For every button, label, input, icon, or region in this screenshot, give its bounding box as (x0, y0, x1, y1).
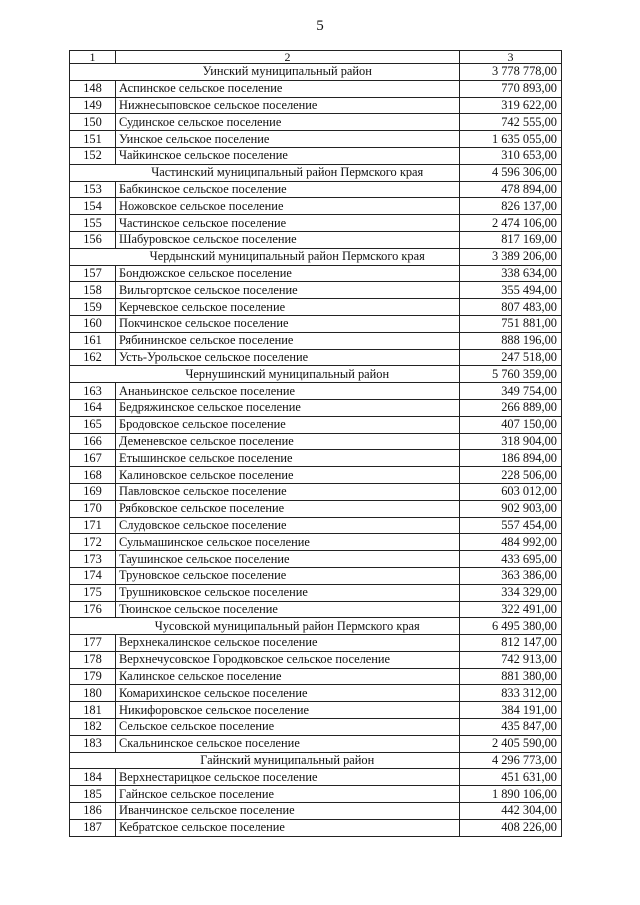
district-name: Уинский муниципальный район (116, 64, 460, 81)
district-row (70, 164, 562, 181)
settlement-name: Калинское сельское поселение (116, 668, 460, 685)
row-number: 184 (70, 769, 116, 786)
table-row (70, 567, 562, 584)
table-row (70, 584, 562, 601)
table-row (70, 265, 562, 282)
settlement-amount: 442 304,00 (460, 803, 562, 820)
district-amount: 4 296 773,00 (460, 752, 562, 769)
row-number: 163 (70, 383, 116, 400)
settlement-name: Верхнечусовское Городковское сельское поселение (116, 651, 460, 668)
column-header-row (70, 51, 562, 64)
row-number: 178 (70, 651, 116, 668)
table-row (70, 215, 562, 232)
budget-allocation-table (69, 50, 562, 837)
row-number: 185 (70, 786, 116, 803)
settlement-name: Нижнесыповское сельское поселение (116, 97, 460, 114)
row-number: 156 (70, 231, 116, 248)
settlement-name: Скальнинское сельское поселение (116, 735, 460, 752)
settlement-name: Рябининское сельское поселение (116, 332, 460, 349)
row-number: 154 (70, 198, 116, 215)
table-row (70, 483, 562, 500)
settlement-amount: 310 653,00 (460, 147, 562, 164)
column-header-1: 1 (70, 51, 116, 64)
row-number: 174 (70, 567, 116, 584)
row-number: 162 (70, 349, 116, 366)
table-row (70, 500, 562, 517)
settlement-amount: 338 634,00 (460, 265, 562, 282)
settlement-amount: 322 491,00 (460, 601, 562, 618)
settlement-name: Слудовское сельское поселение (116, 517, 460, 534)
district-name: Частинский муниципальный район Пермского края (116, 164, 460, 181)
table-row (70, 819, 562, 836)
row-number: 159 (70, 299, 116, 316)
settlement-name: Сельское сельское поселение (116, 719, 460, 736)
table-row (70, 349, 562, 366)
row-number: 166 (70, 433, 116, 450)
settlement-name: Павловское сельское поселение (116, 483, 460, 500)
settlement-amount: 817 169,00 (460, 231, 562, 248)
settlement-amount: 384 191,00 (460, 702, 562, 719)
district-row (70, 752, 562, 769)
settlement-amount: 408 226,00 (460, 819, 562, 836)
table-row (70, 114, 562, 131)
row-number: 155 (70, 215, 116, 232)
column-header-3: 3 (460, 51, 562, 64)
district-amount: 3 389 206,00 (460, 248, 562, 265)
district-amount: 5 760 359,00 (460, 366, 562, 383)
settlement-name: Ананьинское сельское поселение (116, 383, 460, 400)
table-row (70, 551, 562, 568)
settlement-amount: 407 150,00 (460, 416, 562, 433)
district-amount: 4 596 306,00 (460, 164, 562, 181)
settlement-name: Тюинское сельское поселение (116, 601, 460, 618)
row-number: 172 (70, 534, 116, 551)
table-row (70, 769, 562, 786)
district-name: Чернушинский муниципальный район (116, 366, 460, 383)
page-number: 5 (316, 18, 324, 34)
row-number: 177 (70, 635, 116, 652)
settlement-name: Частинское сельское поселение (116, 215, 460, 232)
table-row (70, 231, 562, 248)
row-number: 179 (70, 668, 116, 685)
district-name: Чердынский муниципальный район Пермского края (116, 248, 460, 265)
settlement-name: Уинское сельское поселение (116, 131, 460, 148)
table-row (70, 131, 562, 148)
row-number: 168 (70, 467, 116, 484)
settlement-amount: 247 518,00 (460, 349, 562, 366)
settlement-amount: 355 494,00 (460, 282, 562, 299)
row-number: 165 (70, 416, 116, 433)
row-number: 161 (70, 332, 116, 349)
settlement-amount: 603 012,00 (460, 483, 562, 500)
settlement-name: Комарихинское сельское поселение (116, 685, 460, 702)
table-row (70, 467, 562, 484)
settlement-name: Трушниковское сельское поселение (116, 584, 460, 601)
table-row (70, 416, 562, 433)
settlement-amount: 318 904,00 (460, 433, 562, 450)
row-number (70, 752, 116, 769)
table-row (70, 181, 562, 198)
row-number: 167 (70, 450, 116, 467)
row-number (70, 64, 116, 81)
settlement-amount: 826 137,00 (460, 198, 562, 215)
settlement-name: Бродовское сельское поселение (116, 416, 460, 433)
settlement-amount: 881 380,00 (460, 668, 562, 685)
settlement-amount: 557 454,00 (460, 517, 562, 534)
row-number: 152 (70, 147, 116, 164)
settlement-amount: 1 635 055,00 (460, 131, 562, 148)
settlement-name: Труновское сельское поселение (116, 567, 460, 584)
settlement-name: Таушинское сельское поселение (116, 551, 460, 568)
settlement-amount: 751 881,00 (460, 315, 562, 332)
settlement-amount: 742 555,00 (460, 114, 562, 131)
row-number: 186 (70, 803, 116, 820)
settlement-name: Рябковское сельское поселение (116, 500, 460, 517)
settlement-name: Вильгортское сельское поселение (116, 282, 460, 299)
settlement-name: Деменевское сельское поселение (116, 433, 460, 450)
table-row (70, 702, 562, 719)
settlement-amount: 833 312,00 (460, 685, 562, 702)
row-number: 164 (70, 399, 116, 416)
table-row (70, 399, 562, 416)
row-number: 182 (70, 719, 116, 736)
row-number: 169 (70, 483, 116, 500)
table-row (70, 383, 562, 400)
settlement-name: Гайнское сельское поселение (116, 786, 460, 803)
row-number (70, 248, 116, 265)
table-row (70, 668, 562, 685)
settlement-amount: 2 474 106,00 (460, 215, 562, 232)
table-row (70, 299, 562, 316)
row-number: 158 (70, 282, 116, 299)
settlement-name: Калиновское сельское поселение (116, 467, 460, 484)
settlement-amount: 266 889,00 (460, 399, 562, 416)
settlement-amount: 812 147,00 (460, 635, 562, 652)
row-number: 160 (70, 315, 116, 332)
district-amount: 6 495 380,00 (460, 618, 562, 635)
row-number: 171 (70, 517, 116, 534)
table-row (70, 786, 562, 803)
settlement-name: Бабкинское сельское поселение (116, 181, 460, 198)
settlement-name: Сульмашинское сельское поселение (116, 534, 460, 551)
settlement-name: Покчинское сельское поселение (116, 315, 460, 332)
table-row (70, 651, 562, 668)
table-row (70, 735, 562, 752)
row-number: 170 (70, 500, 116, 517)
settlement-name: Бондюжское сельское поселение (116, 265, 460, 282)
settlement-amount: 478 894,00 (460, 181, 562, 198)
district-amount: 3 778 778,00 (460, 64, 562, 81)
settlement-name: Етышинское сельское поселение (116, 450, 460, 467)
row-number: 183 (70, 735, 116, 752)
row-number (70, 164, 116, 181)
settlement-name: Бедряжинское сельское поселение (116, 399, 460, 416)
settlement-name: Верхнестарицкое сельское поселение (116, 769, 460, 786)
district-name: Чусовской муниципальный район Пермского края (116, 618, 460, 635)
district-row (70, 64, 562, 81)
column-header-2: 2 (116, 51, 460, 64)
settlement-amount: 451 631,00 (460, 769, 562, 786)
row-number: 149 (70, 97, 116, 114)
table-row (70, 433, 562, 450)
row-number: 173 (70, 551, 116, 568)
table-row (70, 601, 562, 618)
table-row (70, 315, 562, 332)
row-number (70, 366, 116, 383)
settlement-name: Шабуровское сельское поселение (116, 231, 460, 248)
settlement-amount: 319 622,00 (460, 97, 562, 114)
settlement-name: Судинское сельское поселение (116, 114, 460, 131)
settlement-amount: 435 847,00 (460, 719, 562, 736)
table-row (70, 635, 562, 652)
table-row (70, 332, 562, 349)
row-number: 150 (70, 114, 116, 131)
settlement-amount: 484 992,00 (460, 534, 562, 551)
settlement-name: Иванчинское сельское поселение (116, 803, 460, 820)
settlement-name: Никифоровское сельское поселение (116, 702, 460, 719)
settlement-name: Аспинское сельское поселение (116, 80, 460, 97)
settlement-name: Усть-Урольское сельское поселение (116, 349, 460, 366)
settlement-amount: 742 913,00 (460, 651, 562, 668)
row-number: 181 (70, 702, 116, 719)
row-number: 157 (70, 265, 116, 282)
settlement-amount: 902 903,00 (460, 500, 562, 517)
settlement-name: Керчевское сельское поселение (116, 299, 460, 316)
row-number: 148 (70, 80, 116, 97)
table-row (70, 719, 562, 736)
district-row (70, 618, 562, 635)
district-row (70, 366, 562, 383)
settlement-amount: 1 890 106,00 (460, 786, 562, 803)
settlement-amount: 363 386,00 (460, 567, 562, 584)
table-row (70, 80, 562, 97)
settlement-amount: 349 754,00 (460, 383, 562, 400)
row-number: 180 (70, 685, 116, 702)
settlement-amount: 433 695,00 (460, 551, 562, 568)
table-row (70, 198, 562, 215)
row-number: 151 (70, 131, 116, 148)
table-body (70, 51, 562, 837)
settlement-amount: 807 483,00 (460, 299, 562, 316)
settlement-name: Кебратское сельское поселение (116, 819, 460, 836)
settlement-name: Ножовское сельское поселение (116, 198, 460, 215)
settlement-amount: 888 196,00 (460, 332, 562, 349)
district-name: Гайнский муниципальный район (116, 752, 460, 769)
table-row (70, 147, 562, 164)
row-number: 153 (70, 181, 116, 198)
table-row (70, 685, 562, 702)
table-row (70, 282, 562, 299)
settlement-amount: 770 893,00 (460, 80, 562, 97)
settlement-name: Верхнекалинское сельское поселение (116, 635, 460, 652)
settlement-amount: 334 329,00 (460, 584, 562, 601)
table-row (70, 803, 562, 820)
settlement-amount: 186 894,00 (460, 450, 562, 467)
row-number: 187 (70, 819, 116, 836)
table-row (70, 450, 562, 467)
row-number: 175 (70, 584, 116, 601)
settlement-name: Чайкинское сельское поселение (116, 147, 460, 164)
row-number (70, 618, 116, 635)
settlement-amount: 228 506,00 (460, 467, 562, 484)
table-row (70, 97, 562, 114)
table-row (70, 517, 562, 534)
district-row (70, 248, 562, 265)
row-number: 176 (70, 601, 116, 618)
table-row (70, 534, 562, 551)
settlement-amount: 2 405 590,00 (460, 735, 562, 752)
